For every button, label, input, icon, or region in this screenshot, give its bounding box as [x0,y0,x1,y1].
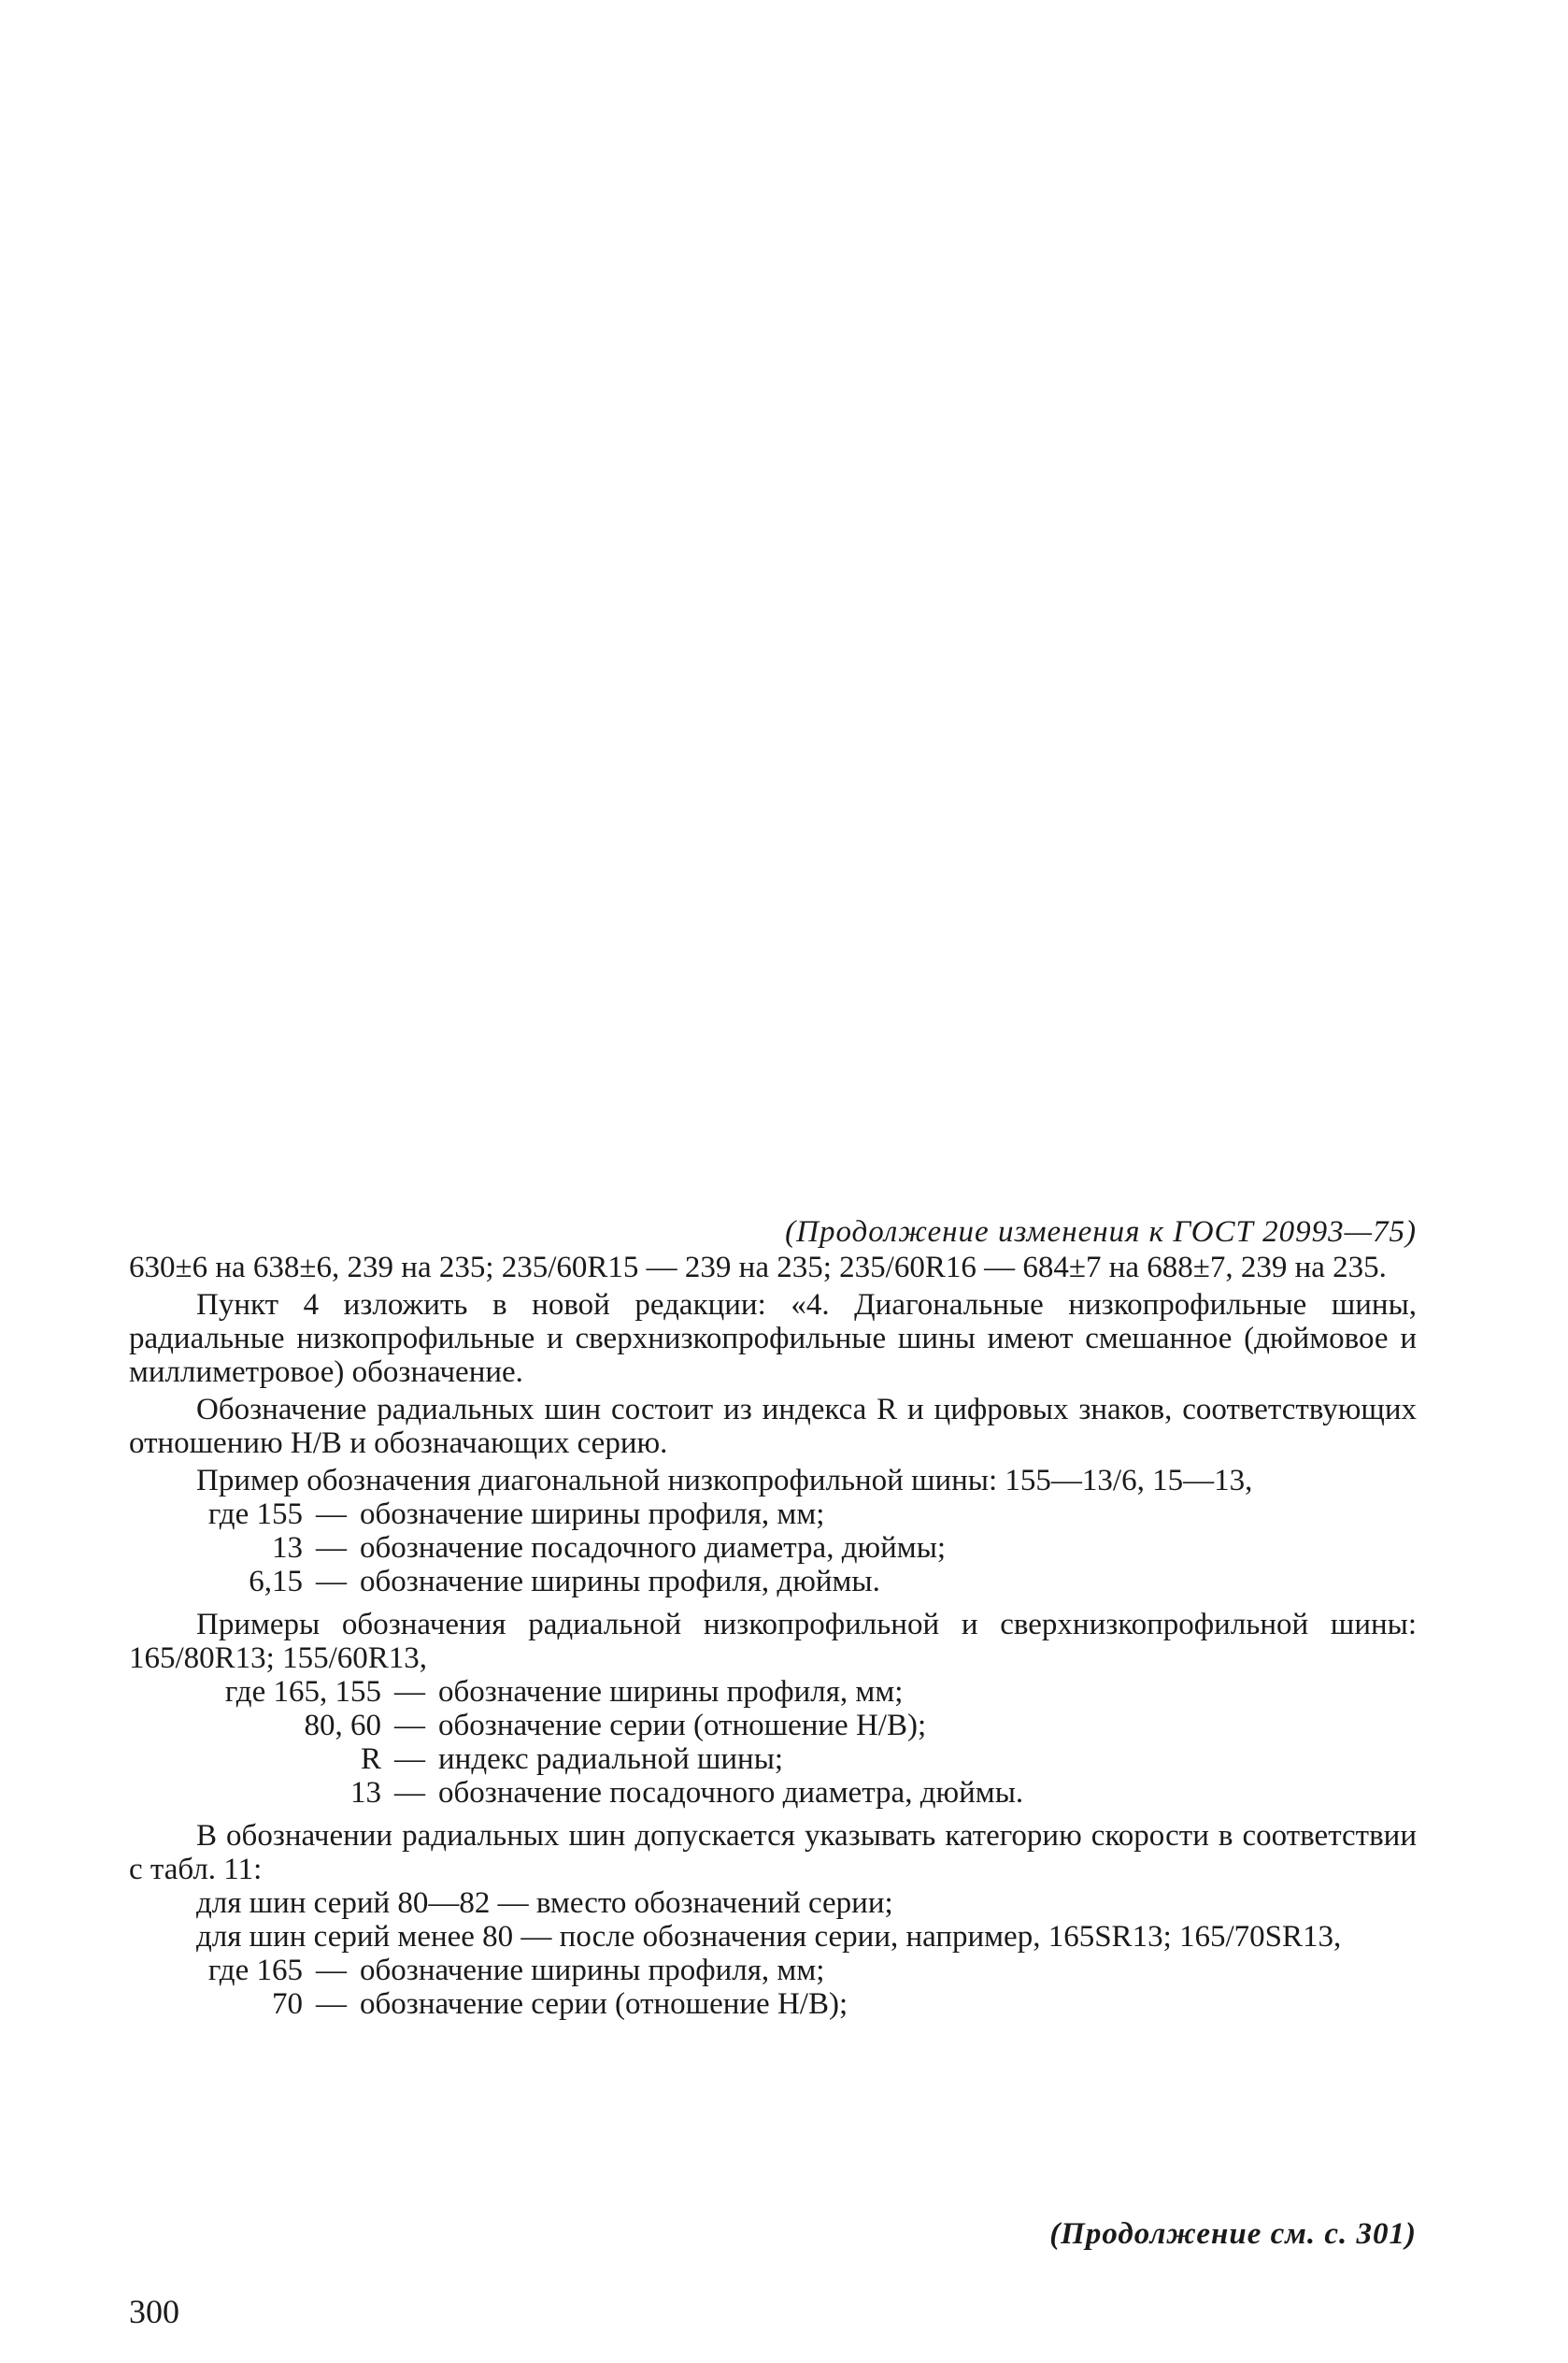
definition-row [129,1675,1417,1709]
paragraph-item-4: Пункт 4 изложить в новой редакции: «4. Диагональные низкопрофильные шины, радиальные низкопрофильные и сверхнизкопрофильные шины имеют смешанное (дюймовое и миллиметровое) обозначение. [129,1288,1417,1389]
definition-text: обозначение ширины профиля, мм; [360,1954,825,1987]
definition-dash: — [316,1954,347,1987]
definition-text: индекс радиальной шины; [438,1742,784,1776]
definition-dash: — [316,1497,347,1531]
continuation-header: (Продолжение изменения к ГОСТ 20993—75) [785,1215,1417,1249]
definition-key: где 155 [207,1497,303,1531]
paragraph-radial-example: Примеры обозначения радиальной низкопрофильной и сверхнизкопрофильной шины: 165/80R13; 155/60R13, [129,1608,1417,1675]
continuation-footer: (Продолжение см. с. 301) [1049,2217,1417,2251]
definition-list-radial [129,1675,1417,1810]
page-number: 300 [129,2293,179,2330]
definition-key: R [360,1742,381,1776]
paragraph-diagonal-example: Пример обозначения диагональной низкопрофильной шины: 155—13/6, 15—13, [196,1464,1253,1497]
definition-key: 70 [272,1987,303,2021]
definition-key: 13 [272,1531,303,1565]
definition-row [129,1709,1417,1742]
definition-dash: — [316,1987,347,2021]
definition-dash: — [316,1531,347,1565]
definition-dash: — [316,1565,347,1598]
definition-row [129,1742,1417,1776]
definition-dash: — [394,1742,425,1776]
definition-text: обозначение посадочного диаметра, дюймы. [438,1776,1024,1810]
paragraph-radial-designation: Обозначение радиальных шин состоит из индекса R и цифровых знаков, соответствующих отношению Н/В и обозначающих серию. [129,1393,1417,1460]
definition-text: обозначение серии (отношение Н/В); [360,1987,848,2021]
definition-key: 13 [350,1776,381,1810]
definition-row [129,1954,1417,1987]
paragraph-series-under-80: для шин серий менее 80 — после обозначения серии, например, 165SR13; 165/70SR13, [196,1920,1342,1954]
definition-key: 6,15 [249,1565,303,1598]
definition-text: обозначение ширины профиля, мм; [360,1497,825,1531]
definition-row [129,1531,1417,1565]
definition-row [129,1987,1417,2021]
paragraph-dimensions: 630±6 на 638±6, 239 на 235; 235/60R15 — 239 на 235; 235/60R16 — 684±7 на 688±7, 239 на 235. [129,1251,1387,1284]
definition-text: обозначение ширины профиля, мм; [438,1675,904,1709]
definition-text: обозначение ширины профиля, дюймы. [360,1565,880,1598]
definition-row [129,1565,1417,1598]
definition-text: обозначение посадочного диаметра, дюймы; [360,1531,947,1565]
definition-dash: — [394,1709,425,1742]
definition-list-speed [129,1954,1417,2021]
paragraph-series-80-82: для шин серий 80—82 — вместо обозначений серии; [196,1886,893,1920]
definition-dash: — [394,1776,425,1810]
definition-key: 80, 60 [304,1709,381,1742]
definition-text: обозначение серии (отношение Н/В); [438,1709,927,1742]
definition-row [129,1497,1417,1531]
paragraph-speed-category: В обозначении радиальных шин допускается указывать категорию скорости в соответствии с табл. 11: [129,1819,1417,1886]
definition-key: где 165, 155 [224,1675,381,1709]
definition-dash: — [394,1675,425,1709]
definition-key: где 165 [207,1954,303,1987]
text-block [129,1215,1417,2021]
definition-list-diagonal [129,1497,1417,1598]
definition-row [129,1776,1417,1810]
